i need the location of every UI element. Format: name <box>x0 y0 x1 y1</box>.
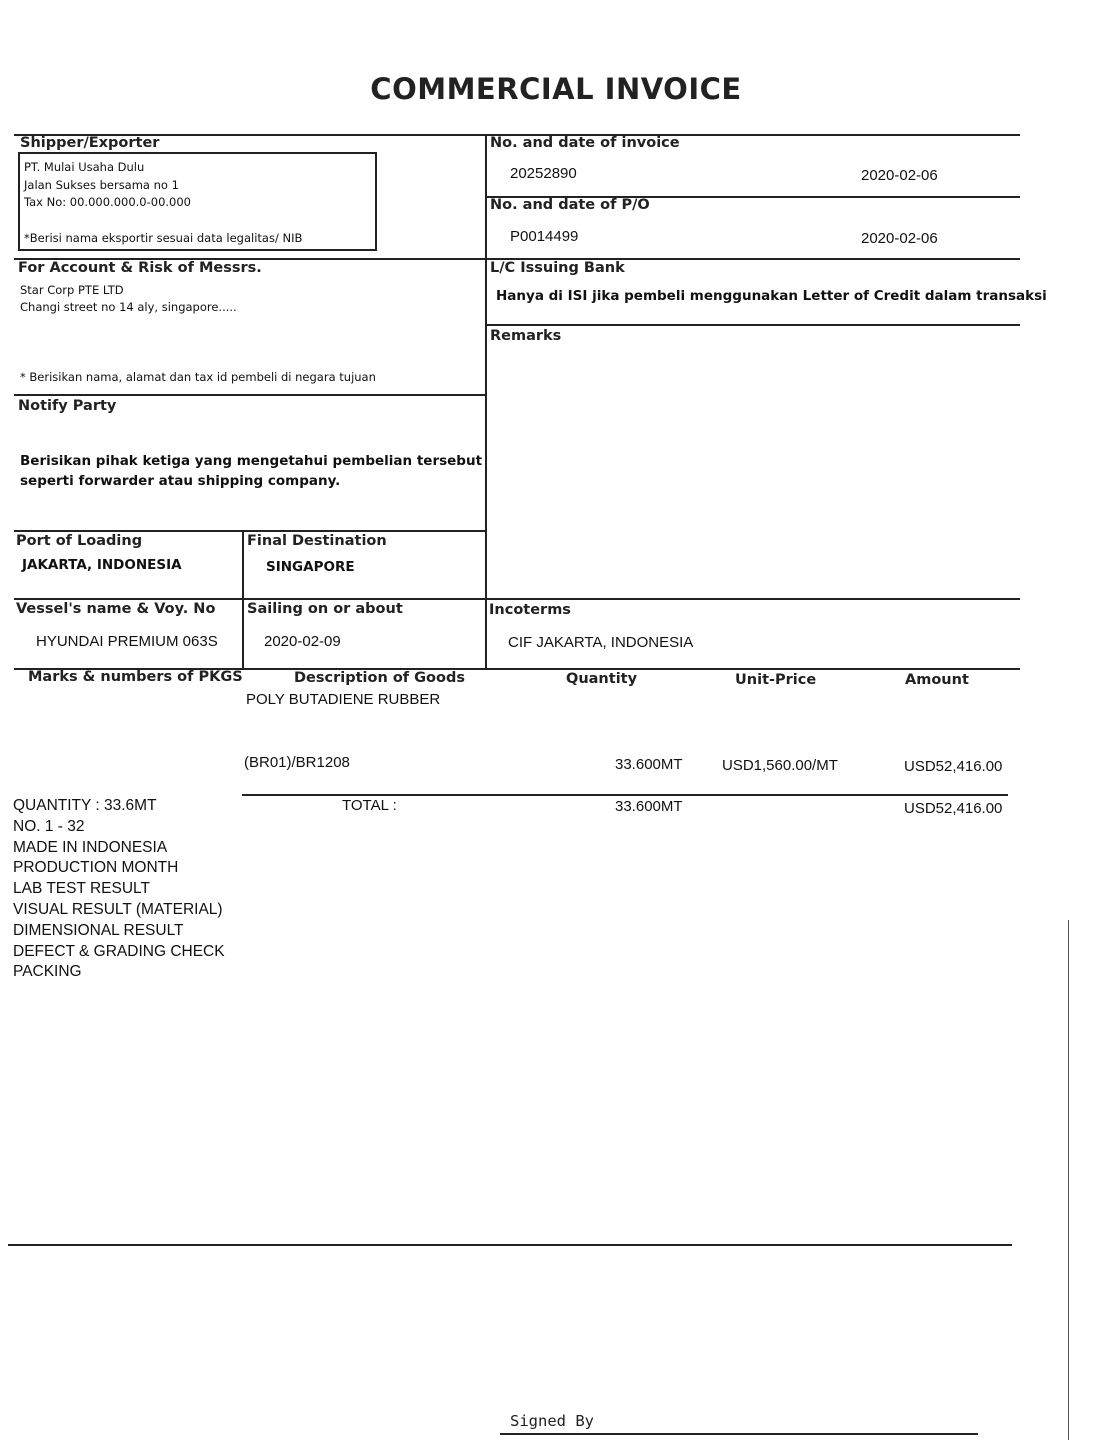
rule-vessel-top <box>14 598 1020 600</box>
sailing-label: Sailing on or about <box>247 601 403 617</box>
po-number: P0014499 <box>510 228 579 245</box>
mark-line: NO. 1 - 32 <box>13 817 85 835</box>
shipper-note: *Berisi nama eksportir sesuai data legalitas/ NIB <box>24 231 303 245</box>
account-line-2: Changi street no 14 aly, singapore..... <box>20 300 237 314</box>
mark-line: LAB TEST RESULT <box>13 880 150 898</box>
total-quantity: 33.600MT <box>615 798 683 815</box>
rule-remarks-top <box>486 324 1020 326</box>
shipper-label: Shipper/Exporter <box>20 135 160 151</box>
vessel-value: HYUNDAI PREMIUM 063S <box>36 633 218 650</box>
mark-line: PACKING <box>13 963 82 981</box>
rule-right-edge <box>1068 920 1069 1440</box>
sailing-value: 2020-02-09 <box>264 633 341 650</box>
notify-line-2: seperti forwarder atau shipping company. <box>20 473 341 489</box>
shipper-line-1: PT. Mulai Usaha Dulu <box>24 160 145 174</box>
port-loading-value: JAKARTA, INDONESIA <box>22 557 182 573</box>
mark-line: QUANTITY : 33.6MT <box>13 797 157 814</box>
item-unit-price: USD1,560.00/MT <box>722 757 838 774</box>
rule-total <box>242 794 1008 796</box>
account-line-1: Star Corp PTE LTD <box>20 283 124 297</box>
po-label: No. and date of P/O <box>490 197 650 213</box>
col-marks: Marks & numbers of PKGS <box>28 669 243 685</box>
remarks-label: Remarks <box>490 328 562 344</box>
col-description: Description of Goods <box>294 670 465 686</box>
account-note: * Berisikan nama, alamat dan tax id pembeli di negara tujuan <box>20 370 376 384</box>
item-amount: USD52,416.00 <box>904 758 1003 775</box>
notify-label: Notify Party <box>18 398 117 414</box>
rule-notify-top <box>14 394 486 396</box>
rule-port-top <box>14 530 486 532</box>
incoterms-label: Incoterms <box>489 602 571 618</box>
signature-line <box>500 1433 978 1435</box>
signature-label: Signed By <box>510 1412 594 1430</box>
lc-label: L/C Issuing Bank <box>490 260 625 276</box>
rule-port-split <box>242 530 244 670</box>
rule-footer <box>8 1244 1012 1246</box>
vessel-label: Vessel's name & Voy. No <box>16 601 216 617</box>
final-destination-value: SINGAPORE <box>266 559 355 575</box>
mark-line: DIMENSIONAL RESULT <box>13 921 184 939</box>
mark-line: PRODUCTION MONTH <box>13 859 179 877</box>
account-label: For Account & Risk of Messrs. <box>18 260 262 276</box>
invoice-label: No. and date of invoice <box>490 135 680 151</box>
notify-line-1: Berisikan pihak ketiga yang mengetahui pembelian tersebut <box>20 453 483 469</box>
item-description: POLY BUTADIENE RUBBER <box>246 691 441 708</box>
port-loading-label: Port of Loading <box>16 533 143 549</box>
mark-line: DEFECT & GRADING CHECK <box>13 942 225 960</box>
invoice-number: 20252890 <box>510 165 577 182</box>
col-quantity: Quantity <box>566 671 638 687</box>
shipper-line-3: Tax No: 00.000.000.0-00.000 <box>24 195 192 209</box>
total-label: TOTAL : <box>342 797 397 814</box>
total-amount: USD52,416.00 <box>904 800 1003 817</box>
final-destination-label: Final Destination <box>247 533 387 549</box>
item-quantity: 33.600MT <box>615 756 683 773</box>
mark-line: VISUAL RESULT (MATERIAL) <box>13 900 223 918</box>
col-amount: Amount <box>905 672 969 688</box>
shipper-line-2: Jalan Sukses bersama no 1 <box>24 178 179 192</box>
document-title: COMMERCIAL INVOICE <box>370 72 742 106</box>
incoterms-value: CIF JAKARTA, INDONESIA <box>508 634 694 651</box>
lc-note: Hanya di ISI jika pembeli menggunakan Letter of Credit dalam transaksi <box>496 288 1047 304</box>
invoice-date: 2020-02-06 <box>861 167 938 184</box>
marks-list <box>13 796 225 983</box>
item-code: (BR01)/BR1208 <box>244 754 350 771</box>
mark-line: MADE IN INDONESIA <box>13 838 168 856</box>
po-date: 2020-02-06 <box>861 230 938 247</box>
rule-middle-vertical <box>485 134 487 670</box>
col-unit-price: Unit-Price <box>735 672 817 688</box>
